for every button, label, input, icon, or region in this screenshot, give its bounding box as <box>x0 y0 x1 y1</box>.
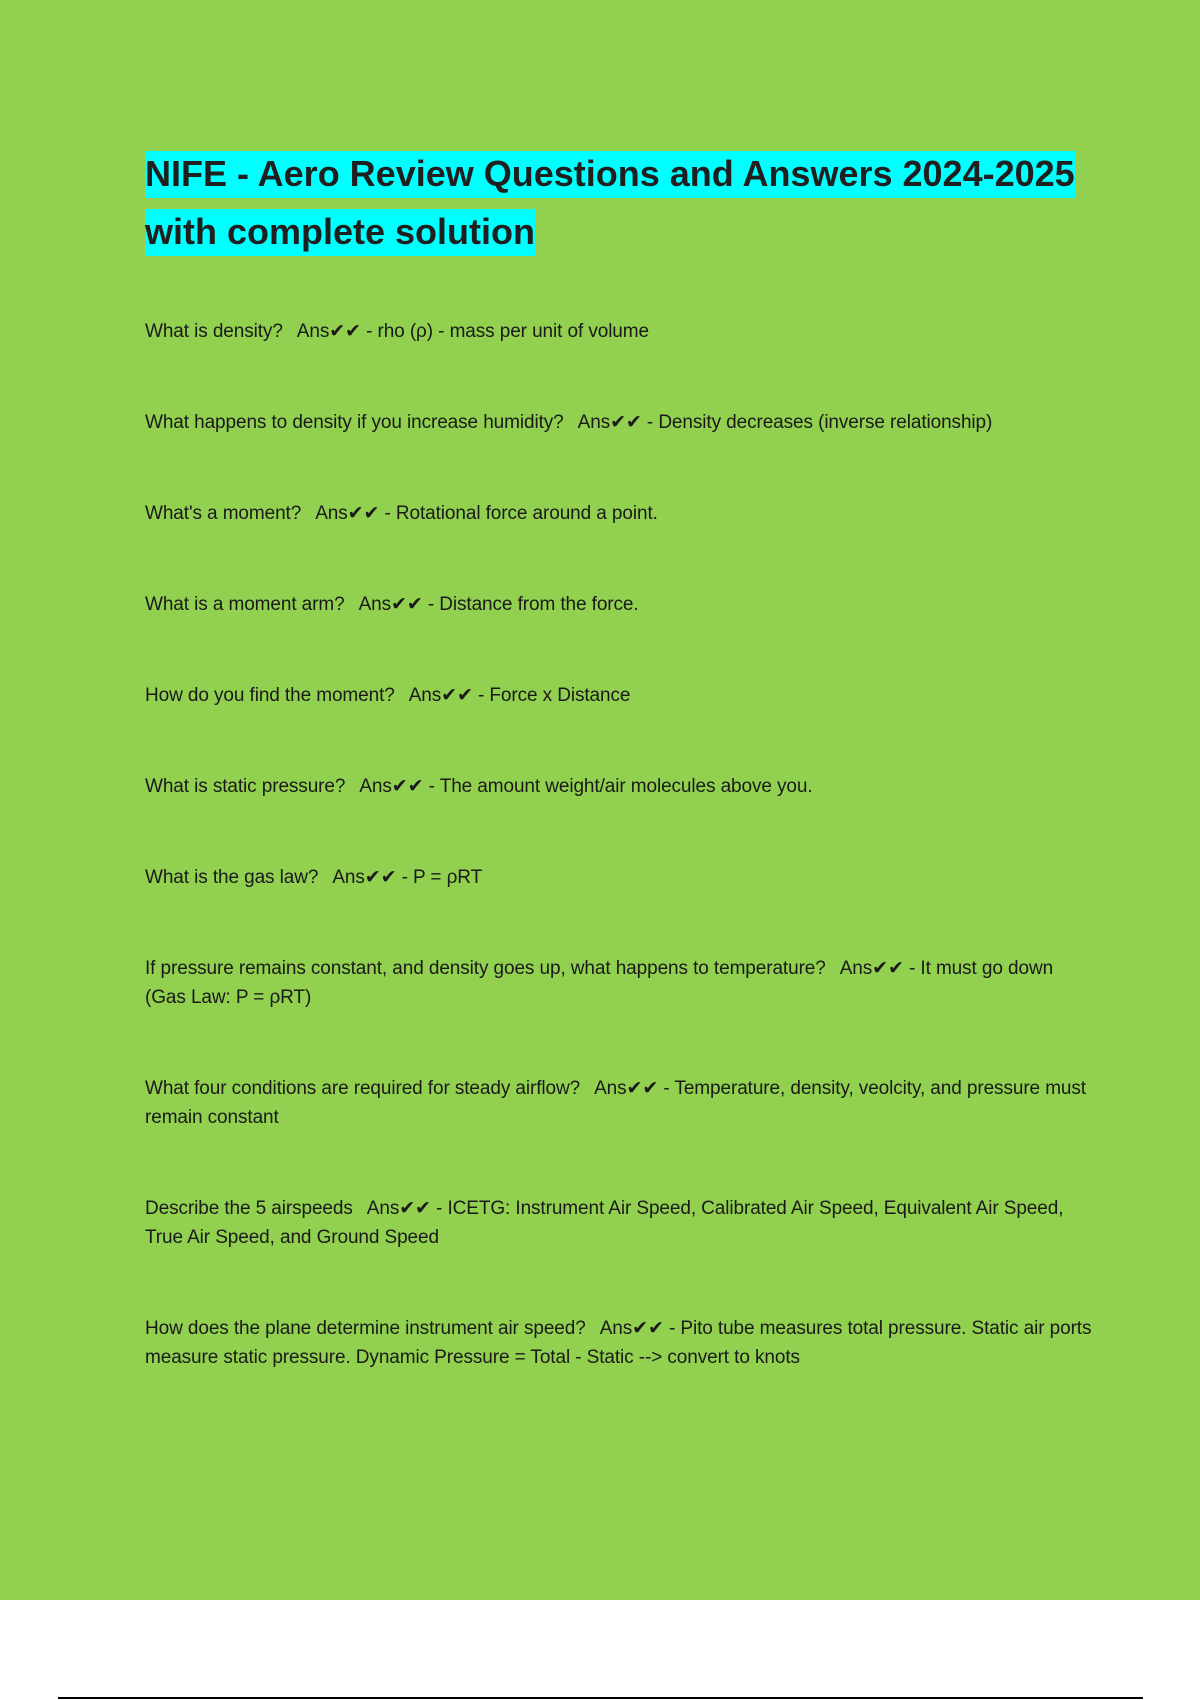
question: How do you find the moment? <box>145 685 395 706</box>
qa-item: What is the gas law? Ans✔✔ - P = ρRT <box>145 867 483 888</box>
question: What's a moment? <box>145 503 302 524</box>
question: What is the gas law? <box>145 867 319 888</box>
footer-divider <box>58 1697 1143 1699</box>
answer: Temperature, density, veolcity, and pressure must remain constant <box>145 1078 1086 1128</box>
qa-item: If pressure remains constant, and density goes up, what happens to temperature? Ans✔✔ - It must go down (Gas Law: P = ρRT) <box>145 958 1054 1008</box>
answer: It must go down (Gas Law: P = ρRT) <box>145 958 1054 1008</box>
answer-marker: Ans✔✔ <box>332 867 397 888</box>
qa-item: What is a moment arm? Ans✔✔ - Distance from the force. <box>145 594 639 615</box>
qa-item: What's a moment? Ans✔✔ - Rotational force around a point. <box>145 503 658 524</box>
qa-item: What is density? Ans✔✔ - rho (ρ) - mass per unit of volume <box>145 321 649 342</box>
answer: ICETG: Instrument Air Speed, Calibrated Air Speed, Equivalent Air Speed, True Air Speed, and Ground Speed <box>145 1198 1064 1248</box>
answer: P = ρRT <box>413 867 483 888</box>
answer-marker: Ans✔✔ <box>366 1198 431 1219</box>
qa-item: What happens to density if you increase humidity? Ans✔✔ - Density decreases (inverse relationship) <box>145 412 993 433</box>
answer-marker: Ans✔✔ <box>408 685 473 706</box>
answer-marker: Ans✔✔ <box>599 1318 664 1339</box>
answer-marker: Ans✔✔ <box>839 958 904 979</box>
qa-list <box>145 317 1095 1372</box>
qa-item: What four conditions are required for steady airflow? Ans✔✔ - Temperature, density, veolcity, and pressure must remain constant <box>145 1078 1086 1128</box>
answer: Force x Distance <box>489 685 631 706</box>
qa-item: How does the plane determine instrument air speed? Ans✔✔ - Pito tube measures total pressure. Static air ports measure static pressure. Dynamic Pressure = Total - Static --> convert to knots <box>145 1318 1092 1368</box>
question: What is density? <box>145 321 283 342</box>
answer-marker: Ans✔✔ <box>594 1078 659 1099</box>
answer-marker: Ans✔✔ <box>296 321 361 342</box>
qa-item: How do you find the moment? Ans✔✔ - Force x Distance <box>145 685 631 706</box>
qa-item: Describe the 5 airspeeds Ans✔✔ - ICETG: Instrument Air Speed, Calibrated Air Speed, Equivalent Air Speed, True Air Speed, and Ground Speed <box>145 1198 1064 1248</box>
question: Describe the 5 airspeeds <box>145 1198 353 1219</box>
qa-item: What is static pressure? Ans✔✔ - The amount weight/air molecules above you. <box>145 776 813 797</box>
answer-marker: Ans✔✔ <box>358 594 423 615</box>
question: What four conditions are required for steady airflow? <box>145 1078 581 1099</box>
answer: Rotational force around a point. <box>395 503 658 524</box>
document-content <box>145 145 1095 1434</box>
answer: The amount weight/air molecules above you. <box>439 776 813 797</box>
answer: rho (ρ) - mass per unit of volume <box>377 321 649 342</box>
answer-marker: Ans✔✔ <box>359 776 424 797</box>
question: If pressure remains constant, and density goes up, what happens to temperature? <box>145 958 826 979</box>
answer: Pito tube measures total pressure. Static air ports measure static pressure. Dynamic Pressure = Total - Static --> convert to knots <box>145 1318 1092 1368</box>
answer: Distance from the force. <box>439 594 639 615</box>
question: What happens to density if you increase humidity? <box>145 412 564 433</box>
title-highlight: NIFE - Aero Review Questions and Answers 2024-2025 with complete solution <box>145 151 1075 256</box>
document-title <box>145 145 1095 261</box>
answer-marker: Ans✔✔ <box>577 412 642 433</box>
answer-marker: Ans✔✔ <box>315 503 380 524</box>
question: What is a moment arm? <box>145 594 345 615</box>
answer: Density decreases (inverse relationship) <box>658 412 993 433</box>
question: How does the plane determine instrument air speed? <box>145 1318 586 1339</box>
question: What is static pressure? <box>145 776 346 797</box>
